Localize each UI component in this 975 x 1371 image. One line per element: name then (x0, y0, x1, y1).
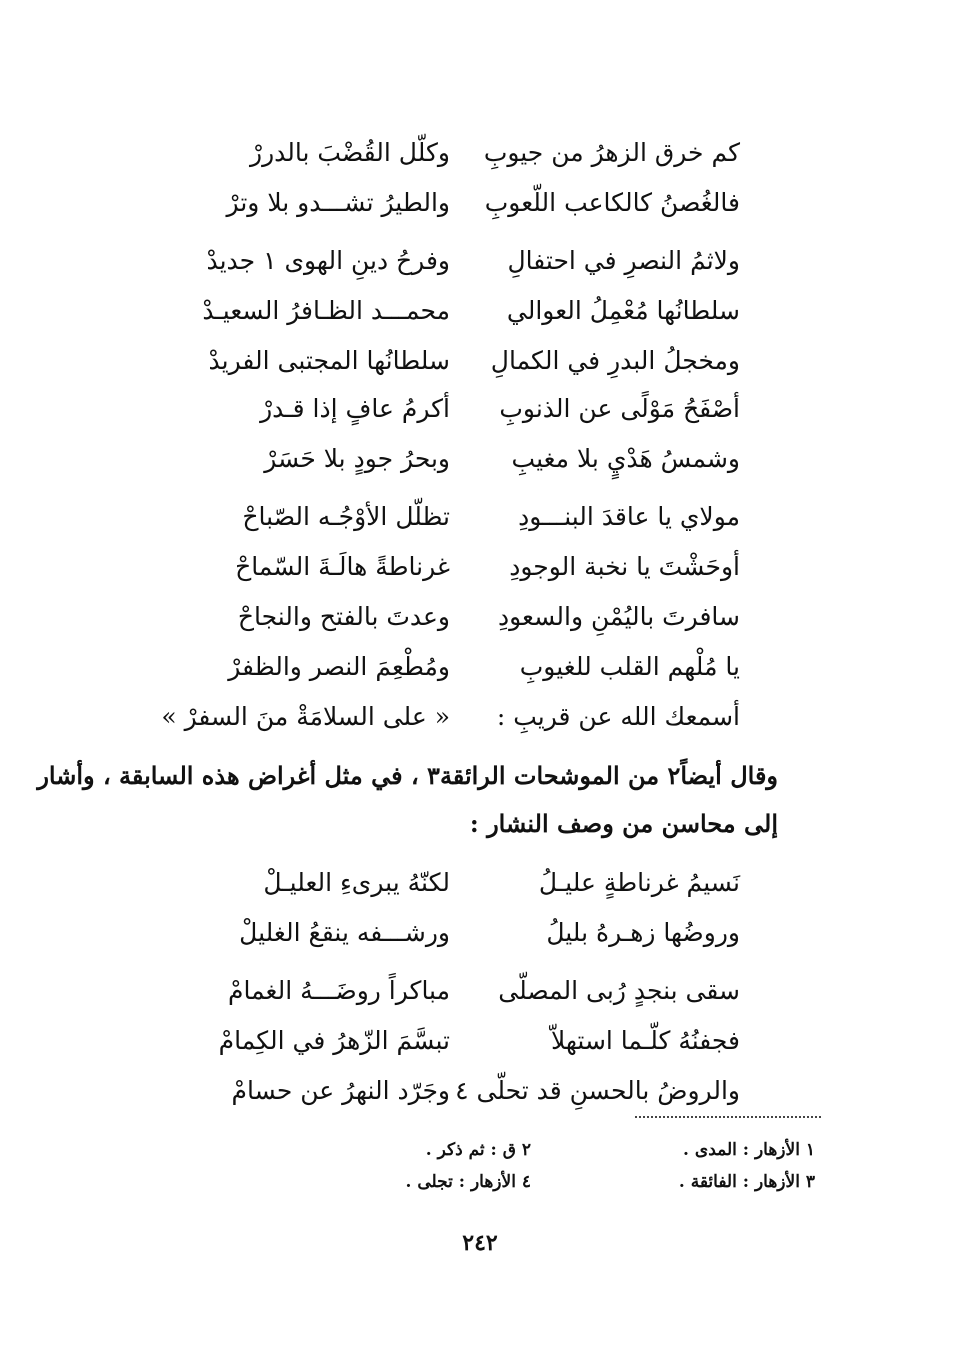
page-number: ٢٤٢ (462, 1230, 498, 1256)
verse-line (180, 1066, 740, 1116)
second-hemistich: « على السلامَةْ منَ السفرْ » (161, 702, 450, 731)
second-hemistich: مباكراً روضَـــهُ الغمامْ (227, 976, 450, 1005)
footnote: ٤ الأزهار : تجلى . (405, 1172, 531, 1192)
verse-line (180, 434, 740, 484)
footnote-separator (635, 1116, 821, 1118)
verse-line (180, 384, 740, 434)
stanza-4 (180, 492, 740, 642)
first-hemistich: مولاي يا عاقدَ البنـــودِ (518, 502, 740, 531)
first-hemistich: أسمعك الله عن قريبِ : (496, 702, 740, 731)
prose-line: إلى محاسن من وصف النشار : (469, 809, 778, 838)
second-hemistich: وعدتَ بالفتح والنجاحْ (237, 602, 450, 631)
second-hemistich: تبسَّمَ الزّهرُ في الكِمامْ (218, 1026, 450, 1055)
second-hemistich: لكنّهُ يبرىءِ العليـلْ (263, 868, 450, 897)
second-hemistich: وجَرّد النهرُ عن حسامْ (231, 1076, 450, 1105)
first-hemistich: ومخجلُ البدرِ في الكمالِ (490, 346, 740, 375)
second-hemistich: والطيرُ تشـــدو بلا وترْ (226, 188, 450, 217)
verse-line (180, 966, 740, 1016)
stanza-5 (161, 642, 740, 742)
first-hemistich: أصْفَحُ مَوْلًى عن الذنوبِ (499, 394, 740, 423)
second-hemistich: سلطانُها المجتبى الفريدْ (208, 346, 450, 375)
prose-line: وقال أيضاً٢ من الموشحات الرائقة٣ ، في مثل أغراض هذه السابقة ، وأشار (37, 761, 778, 790)
footnotes-column-right (625, 1134, 815, 1198)
first-hemistich: كم خرق الزهرُ من جيوبِ (483, 138, 740, 167)
second-hemistich: ورشـــفه ينقعُ الغليلْ (239, 918, 450, 947)
second-hemistich: وبحرُ جودٍ بلا حَسَرْ (264, 444, 450, 473)
footnotes-column-left (341, 1134, 531, 1198)
prose-paragraph (37, 752, 778, 848)
stanza-6 (180, 858, 740, 958)
verse-line (180, 236, 740, 286)
first-hemistich: سقى بنجدٍ رُبى المصلّى (498, 976, 740, 1005)
verse-line (180, 178, 740, 228)
first-hemistich: وشمسُ هَدْيٍ بلا مغيبِ (511, 444, 740, 473)
footnote: ٢ ق : ثم ذكر . (425, 1140, 531, 1160)
verse-line (180, 336, 740, 386)
first-hemistich: أوحَشْتَ يا نخبة الوجودِ (509, 552, 740, 581)
verse-line (180, 286, 740, 336)
second-hemistich: أكرمُ عافٍ إذا قـدرْ (260, 394, 450, 423)
first-hemistich: نَسيمُ غرناطةٍ عليـلُ (538, 868, 740, 897)
stanza-1 (180, 128, 740, 228)
first-hemistich: ولاثمُ النصرِ في احتفالِ (507, 246, 740, 275)
footnote: ١ الأزهار : المدى . (683, 1140, 815, 1160)
first-hemistich: فالغُصنُ كالكاعب اللّعوبِ (484, 188, 740, 217)
stanza-7 (180, 966, 740, 1116)
second-hemistich: غرناطةً هالَـةَ السّماحْ (235, 552, 450, 581)
first-hemistich: سافرتَ باليُمْنِ والسعودِ (497, 602, 740, 631)
second-hemistich: وكلّل القُضْبَ بالدررْ (250, 138, 450, 167)
first-hemistich: فجفنُهُ كلّـما استهلاّ (550, 1026, 740, 1055)
first-hemistich: والروضُ بالحسنِ قد تحلّى ٤ (455, 1076, 740, 1105)
verse-line (180, 542, 740, 592)
first-hemistich: وروضُها زهـرهُ بليلُ (546, 918, 740, 947)
second-hemistich: وفرحُ دينِ الهوى ١ جديدْ (206, 246, 450, 275)
verse-line (180, 128, 740, 178)
footnote: ٣ الأزهار : الفائقة . (678, 1172, 815, 1192)
second-hemistich: ومُطْعِمَ النصر والظفرْ (228, 652, 450, 681)
verse-line (180, 1016, 740, 1066)
verse-line (180, 592, 740, 642)
verse-line (180, 492, 740, 542)
verse-line (161, 692, 740, 742)
second-hemistich: محمـــد الظـافرُ السعيـدْ (202, 296, 450, 325)
first-hemistich: سلطانُها مُعْمِلُ العوالي (506, 296, 740, 325)
verse-line (180, 642, 740, 692)
stanza-3 (180, 384, 740, 484)
stanza-2 (180, 236, 740, 386)
verse-line (180, 858, 740, 908)
first-hemistich: يا مُلْهم القلب للغيوبِ (519, 652, 740, 681)
second-hemistich: تظلّل الأوْجُـه الصّباحْ (242, 502, 450, 531)
verse-line (180, 908, 740, 958)
